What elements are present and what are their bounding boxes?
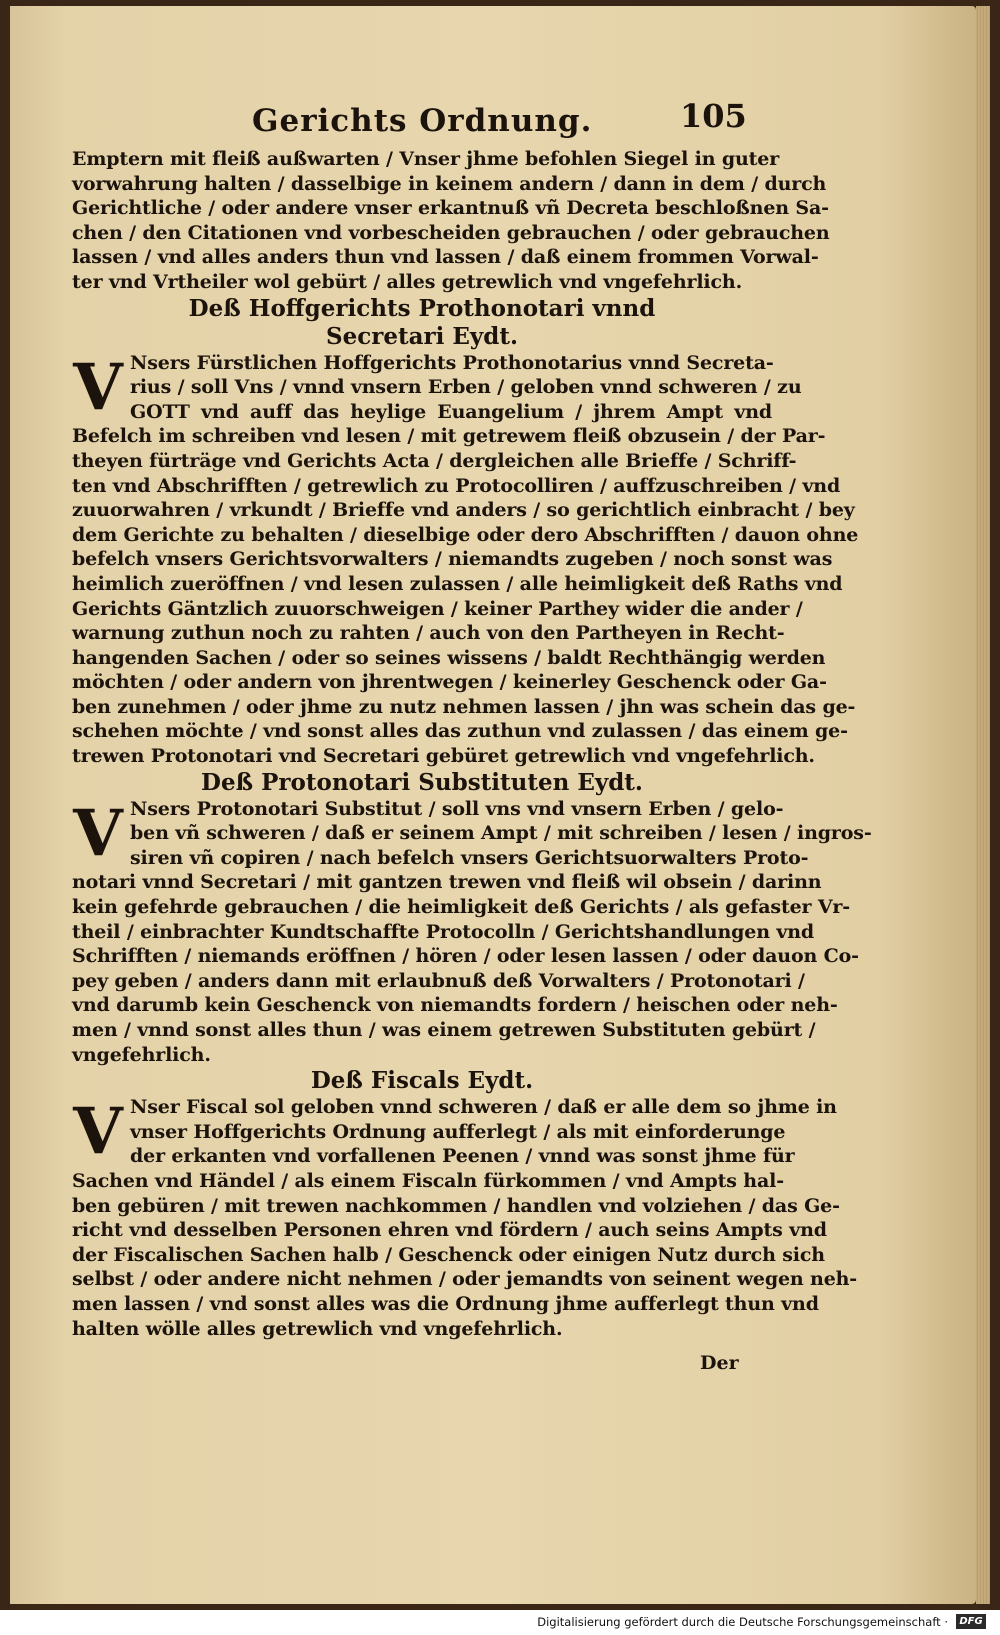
text-line: Sachen vnd Händel / als einem Fiscaln fürkommen / vnd Ampts hal- — [72, 1169, 784, 1192]
text-line: lassen / vnd alles anders thun vnd lassen / daß einem frommen Vorwal- — [72, 246, 819, 269]
text-line: theyen fürträge vnd Gerichts Acta / dergleichen alle Brieffe / Schriff- — [72, 449, 797, 472]
text-line: richt vnd desselben Personen ehren vnd fördern / auch seins Ampts vnd — [72, 1219, 827, 1242]
text-line: Schrifften / niemands eröffnen / hören / oder lesen lassen / oder dauon Co- — [72, 945, 859, 968]
section-body — [72, 1094, 858, 1341]
text-line: Nsers Protonotari Substitut / soll vns vnd vnsern Erben / gelo- — [130, 797, 784, 820]
section-body — [72, 795, 872, 1068]
drop-cap: V — [73, 1094, 123, 1170]
intro-paragraph — [72, 147, 830, 295]
text-line: GOTT vnd auff das heylige Euangelium / jhrem Ampt vnd — [130, 400, 772, 423]
section-heading: Secretari Eydt. — [326, 322, 518, 350]
text-line: ten vnd Abschrifften / getrewlich zu Protocolliren / auffzuschreiben / vnd — [72, 474, 841, 497]
text-line: vorwahrung halten / dasselbige in keinem andern / dann in dem / durch — [72, 172, 827, 195]
drop-cap: V — [73, 795, 123, 871]
text-line: Gerichtliche / oder andere vnser erkantnuß vñ Decreta beschloßnen Sa- — [72, 197, 829, 220]
footer-credit: Digitalisierung gefördert durch die Deutsche Forschungsgemeinschaft · — [537, 1615, 948, 1629]
text-line: zuuorwahren / vrkundt / Brieffe vnd anders / so gerichtlich einbracht / bey — [72, 499, 855, 522]
section-heading: Deß Fiscals Eydt. — [310, 1067, 534, 1095]
text-block — [72, 95, 872, 1374]
text-line: ter vnd Vrtheiler wol gebürt / alles getrewlich vnd vngefehrlich. — [72, 270, 743, 293]
text-line: pey geben / anders dann mit erlaubnuß deß Vorwalters / Protonotari / — [72, 969, 805, 992]
text-line: rius / soll Vns / vnnd vnsern Erben / geloben vnnd schweren / zu — [130, 376, 802, 399]
text-line: ben zunehmen / oder jhme zu nutz nehmen lassen / jhn was schein das ge- — [72, 695, 856, 718]
dfg-logo: DFG — [956, 1614, 986, 1629]
text-line: men lassen / vnd sonst alles was die Ordnung jhme aufferlegt thun vnd — [72, 1292, 819, 1315]
text-line: befelch vnsers Gerichtsvorwalters / niemandts zugeben / noch sonst was — [72, 548, 833, 571]
text-line: dem Gerichte zu behalten / dieselbige oder dero Abschrifften / dauon ohne — [72, 523, 859, 546]
section-heading: Deß Protonotari Substituten Eydt. — [201, 768, 643, 796]
text-line: Befelch im schreiben vnd lesen / mit getrewem fleiß obzusein / der Par- — [72, 425, 826, 448]
text-line: notari vnnd Secretari / mit gantzen trewen vnd fleiß wil obsein / darinn — [72, 871, 822, 894]
text-line: kein gefehrde gebrauchen / die heimligkeit deß Gerichts / als gefaster Vr- — [72, 896, 851, 919]
page-header — [72, 95, 772, 147]
text-line: ben vñ schweren / daß er seinem Ampt / mit schreiben / lesen / ingros- — [130, 822, 872, 845]
text-line: theil / einbrachter Kundtschaffte Protocolln / Gerichtshandlungen vnd — [72, 920, 815, 943]
text-line: chen / den Citationen vnd vorbescheiden gebrauchen / oder gebrauchen — [72, 221, 830, 244]
text-line: Emptern mit fleiß außwarten / Vnser jhme befohlen Siegel in guter — [72, 148, 780, 170]
text-line: trewen Protonotari vnd Secretari gebüret getrewlich vnd vngefehrlich. — [72, 745, 815, 768]
text-line: heimlich zueröffnen / vnd lesen zulassen / alle heimligkeit deß Raths vnd — [72, 572, 843, 595]
text-line: ben gebüren / mit trewen nachkommen / handlen vnd volziehen / das Ge- — [72, 1194, 840, 1217]
footer-bar — [0, 1610, 1000, 1635]
page-edges — [976, 6, 990, 1604]
oath-sections — [72, 294, 872, 1342]
text-line: vngefehrlich. — [72, 1043, 211, 1066]
text-line: Nsers Fürstlichen Hoffgerichts Prothonotarius vnnd Secreta- — [130, 351, 774, 374]
text-line: Nser Fiscal sol geloben vnnd schweren / daß er alle dem so jhme in — [130, 1096, 837, 1119]
text-line: men / vnnd sonst alles thun / was einem getrewen Substituten gebürt / — [72, 1019, 816, 1041]
page-number: 105 — [680, 97, 747, 135]
text-line: warnung zuthun noch zu rahten / auch von den Partheyen in Recht- — [72, 622, 785, 645]
text-line: siren vñ copiren / nach befelch vnsers Gerichtsuorwalters Proto- — [130, 846, 809, 869]
text-line: hangenden Sachen / oder so seines wissens / baldt Rechthängig werden — [72, 646, 826, 669]
text-line: Gerichts Gäntzlich zuuorschweigen / keiner Parthey wider die ander / — [72, 597, 803, 620]
text-line: halten wölle alles getrewlich vnd vngefehrlich. — [72, 1317, 563, 1340]
text-line: selbst / oder andere nicht nehmen / oder jemandts von seinent wegen neh- — [72, 1268, 858, 1291]
drop-cap: V — [73, 349, 123, 425]
text-line: vnser Hoffgerichts Ordnung aufferlegt / als mit einforderunge — [130, 1120, 786, 1143]
text-line: der Fiscalischen Sachen halb / Geschenck oder einigen Nutz durch sich — [72, 1243, 825, 1266]
text-line: möchten / oder andern von jhrentwegen / keinerley Geschenck oder Ga- — [72, 671, 827, 694]
text-line: vnd darumb kein Geschenck von niemandts fordern / heischen oder neh- — [72, 994, 838, 1017]
section-heading: Deß Hoffgerichts Prothonotari vnnd — [188, 294, 656, 322]
section-body — [72, 349, 859, 769]
text-line: schehen möchte / vnd sonst alles das zuthun vnd zulassen / das einem ge- — [72, 720, 848, 743]
running-title: Gerichts Ordnung. — [252, 103, 593, 139]
text-line: der erkanten vnd vorfallenen Peenen / vnnd was sonst jhme für — [130, 1145, 795, 1168]
catchword: Der — [700, 1352, 739, 1374]
